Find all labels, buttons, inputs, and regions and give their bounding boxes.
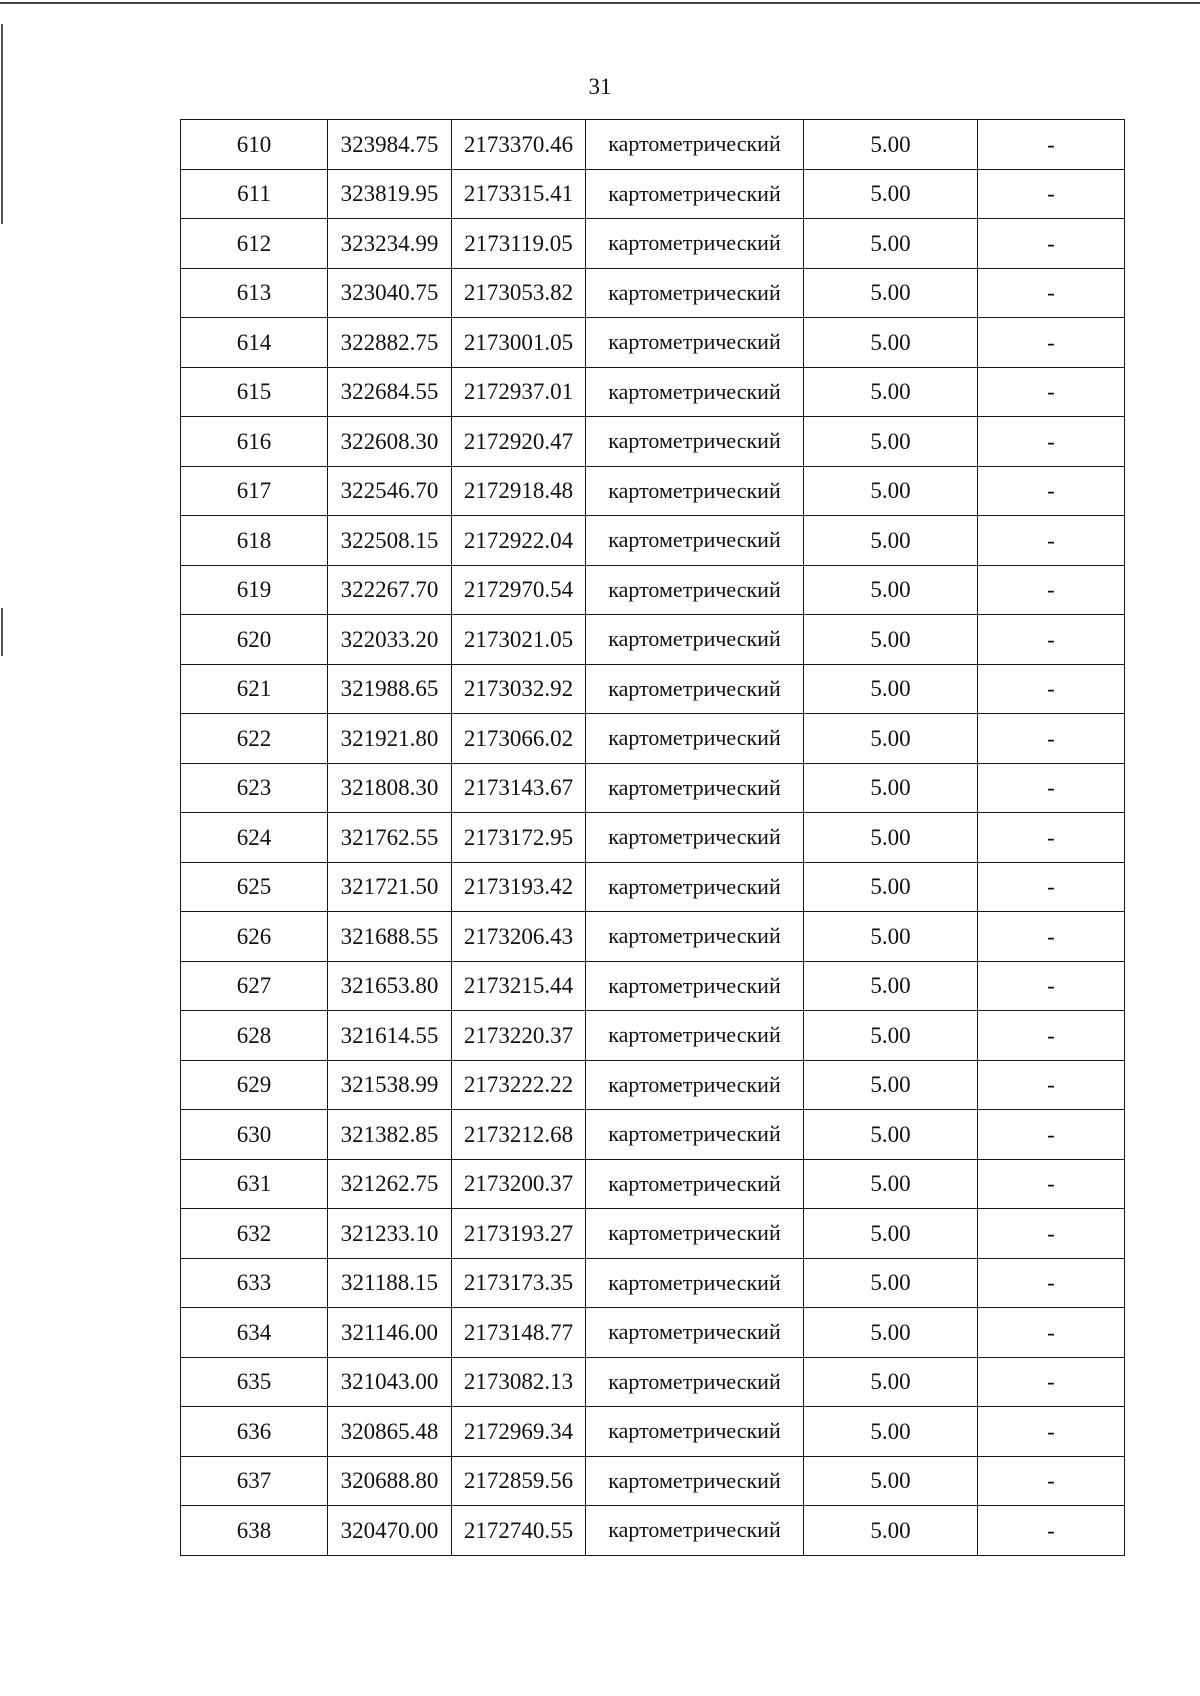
table-row — [181, 763, 1125, 813]
accuracy-cell: 5.00 — [804, 961, 978, 1011]
method-cell: картометрический — [586, 1209, 804, 1259]
accuracy-cell: 5.00 — [804, 1159, 978, 1209]
point-number-cell: 622 — [181, 714, 328, 764]
point-number-cell: 612 — [181, 219, 328, 269]
note-cell: - — [978, 268, 1125, 318]
accuracy-cell: 5.00 — [804, 1407, 978, 1457]
note-cell: - — [978, 1159, 1125, 1209]
x-coordinate-cell: 322882.75 — [328, 318, 452, 368]
method-cell: картометрический — [586, 714, 804, 764]
x-coordinate-cell: 321146.00 — [328, 1308, 452, 1358]
method-cell: картометрический — [586, 516, 804, 566]
table-row — [181, 862, 1125, 912]
y-coordinate-cell: 2173066.02 — [452, 714, 586, 764]
method-cell: картометрический — [586, 1308, 804, 1358]
scan-border-line — [0, 2, 1200, 4]
note-cell: - — [978, 565, 1125, 615]
note-cell: - — [978, 219, 1125, 269]
note-cell: - — [978, 1110, 1125, 1160]
y-coordinate-cell: 2172922.04 — [452, 516, 586, 566]
table-row — [181, 813, 1125, 863]
note-cell: - — [978, 1308, 1125, 1358]
y-coordinate-cell: 2172918.48 — [452, 466, 586, 516]
table-row — [181, 1060, 1125, 1110]
table-row — [181, 615, 1125, 665]
method-cell: картометрический — [586, 219, 804, 269]
table-row — [181, 664, 1125, 714]
note-cell: - — [978, 1011, 1125, 1061]
note-cell: - — [978, 367, 1125, 417]
table-row — [181, 714, 1125, 764]
x-coordinate-cell: 323040.75 — [328, 268, 452, 318]
point-number-cell: 631 — [181, 1159, 328, 1209]
note-cell: - — [978, 169, 1125, 219]
note-cell: - — [978, 1357, 1125, 1407]
method-cell: картометрический — [586, 417, 804, 467]
method-cell: картометрический — [586, 1407, 804, 1457]
method-cell: картометрический — [586, 862, 804, 912]
table-row — [181, 318, 1125, 368]
note-cell: - — [978, 417, 1125, 467]
y-coordinate-cell: 2173173.35 — [452, 1258, 586, 1308]
y-coordinate-cell: 2173172.95 — [452, 813, 586, 863]
y-coordinate-cell: 2172970.54 — [452, 565, 586, 615]
x-coordinate-cell: 323984.75 — [328, 120, 452, 170]
x-coordinate-cell: 322546.70 — [328, 466, 452, 516]
x-coordinate-cell: 323234.99 — [328, 219, 452, 269]
x-coordinate-cell: 322508.15 — [328, 516, 452, 566]
x-coordinate-cell: 321921.80 — [328, 714, 452, 764]
y-coordinate-cell: 2173032.92 — [452, 664, 586, 714]
table-row — [181, 169, 1125, 219]
accuracy-cell: 5.00 — [804, 120, 978, 170]
table-row — [181, 1357, 1125, 1407]
table-row — [181, 1110, 1125, 1160]
accuracy-cell: 5.00 — [804, 318, 978, 368]
x-coordinate-cell: 321382.85 — [328, 1110, 452, 1160]
x-coordinate-cell: 321762.55 — [328, 813, 452, 863]
point-number-cell: 615 — [181, 367, 328, 417]
y-coordinate-cell: 2173200.37 — [452, 1159, 586, 1209]
x-coordinate-cell: 321538.99 — [328, 1060, 452, 1110]
table-row — [181, 1407, 1125, 1457]
y-coordinate-cell: 2172969.34 — [452, 1407, 586, 1457]
scan-edge-mark — [1, 608, 3, 656]
y-coordinate-cell: 2173148.77 — [452, 1308, 586, 1358]
method-cell: картометрический — [586, 120, 804, 170]
point-number-cell: 623 — [181, 763, 328, 813]
method-cell: картометрический — [586, 961, 804, 1011]
y-coordinate-cell: 2172740.55 — [452, 1506, 586, 1556]
point-number-cell: 633 — [181, 1258, 328, 1308]
note-cell: - — [978, 1258, 1125, 1308]
accuracy-cell: 5.00 — [804, 664, 978, 714]
y-coordinate-cell: 2173082.13 — [452, 1357, 586, 1407]
note-cell: - — [978, 615, 1125, 665]
x-coordinate-cell: 320688.80 — [328, 1456, 452, 1506]
y-coordinate-cell: 2173222.22 — [452, 1060, 586, 1110]
accuracy-cell: 5.00 — [804, 565, 978, 615]
accuracy-cell: 5.00 — [804, 466, 978, 516]
table-row — [181, 565, 1125, 615]
x-coordinate-cell: 321043.00 — [328, 1357, 452, 1407]
note-cell: - — [978, 1407, 1125, 1457]
x-coordinate-cell: 321614.55 — [328, 1011, 452, 1061]
point-number-cell: 616 — [181, 417, 328, 467]
x-coordinate-cell: 323819.95 — [328, 169, 452, 219]
y-coordinate-cell: 2173370.46 — [452, 120, 586, 170]
coordinates-table-body — [181, 120, 1125, 1556]
y-coordinate-cell: 2173212.68 — [452, 1110, 586, 1160]
accuracy-cell: 5.00 — [804, 1308, 978, 1358]
note-cell: - — [978, 813, 1125, 863]
y-coordinate-cell: 2173143.67 — [452, 763, 586, 813]
x-coordinate-cell: 322684.55 — [328, 367, 452, 417]
table-row — [181, 120, 1125, 170]
method-cell: картометрический — [586, 813, 804, 863]
x-coordinate-cell: 321233.10 — [328, 1209, 452, 1259]
y-coordinate-cell: 2173193.27 — [452, 1209, 586, 1259]
method-cell: картометрический — [586, 664, 804, 714]
table-row — [181, 961, 1125, 1011]
y-coordinate-cell: 2173053.82 — [452, 268, 586, 318]
note-cell: - — [978, 516, 1125, 566]
accuracy-cell: 5.00 — [804, 516, 978, 566]
x-coordinate-cell: 321653.80 — [328, 961, 452, 1011]
method-cell: картометрический — [586, 169, 804, 219]
note-cell: - — [978, 961, 1125, 1011]
note-cell: - — [978, 664, 1125, 714]
accuracy-cell: 5.00 — [804, 813, 978, 863]
method-cell: картометрический — [586, 1159, 804, 1209]
accuracy-cell: 5.00 — [804, 367, 978, 417]
y-coordinate-cell: 2172920.47 — [452, 417, 586, 467]
coordinates-table — [180, 119, 1125, 1556]
point-number-cell: 610 — [181, 120, 328, 170]
method-cell: картометрический — [586, 466, 804, 516]
y-coordinate-cell: 2173021.05 — [452, 615, 586, 665]
method-cell: картометрический — [586, 1060, 804, 1110]
table-row — [181, 1258, 1125, 1308]
accuracy-cell: 5.00 — [804, 417, 978, 467]
table-row — [181, 516, 1125, 566]
x-coordinate-cell: 321988.65 — [328, 664, 452, 714]
x-coordinate-cell: 321688.55 — [328, 912, 452, 962]
x-coordinate-cell: 322267.70 — [328, 565, 452, 615]
note-cell: - — [978, 714, 1125, 764]
y-coordinate-cell: 2172859.56 — [452, 1456, 586, 1506]
method-cell: картометрический — [586, 615, 804, 665]
accuracy-cell: 5.00 — [804, 763, 978, 813]
point-number-cell: 627 — [181, 961, 328, 1011]
point-number-cell: 618 — [181, 516, 328, 566]
table-row — [181, 1159, 1125, 1209]
x-coordinate-cell: 321808.30 — [328, 763, 452, 813]
method-cell: картометрический — [586, 268, 804, 318]
accuracy-cell: 5.00 — [804, 1110, 978, 1160]
table-row — [181, 912, 1125, 962]
point-number-cell: 636 — [181, 1407, 328, 1457]
method-cell: картометрический — [586, 1011, 804, 1061]
point-number-cell: 613 — [181, 268, 328, 318]
accuracy-cell: 5.00 — [804, 1506, 978, 1556]
x-coordinate-cell: 320865.48 — [328, 1407, 452, 1457]
table-row — [181, 1308, 1125, 1358]
x-coordinate-cell: 321188.15 — [328, 1258, 452, 1308]
point-number-cell: 638 — [181, 1506, 328, 1556]
note-cell: - — [978, 466, 1125, 516]
accuracy-cell: 5.00 — [804, 912, 978, 962]
point-number-cell: 637 — [181, 1456, 328, 1506]
y-coordinate-cell: 2173220.37 — [452, 1011, 586, 1061]
method-cell: картометрический — [586, 763, 804, 813]
point-number-cell: 621 — [181, 664, 328, 714]
method-cell: картометрический — [586, 1357, 804, 1407]
point-number-cell: 630 — [181, 1110, 328, 1160]
table-row — [181, 1209, 1125, 1259]
note-cell: - — [978, 1209, 1125, 1259]
method-cell: картометрический — [586, 1456, 804, 1506]
point-number-cell: 614 — [181, 318, 328, 368]
table-row — [181, 466, 1125, 516]
accuracy-cell: 5.00 — [804, 1060, 978, 1110]
method-cell: картометрический — [586, 912, 804, 962]
table-row — [181, 417, 1125, 467]
y-coordinate-cell: 2173119.05 — [452, 219, 586, 269]
method-cell: картометрический — [586, 367, 804, 417]
scan-edge-mark — [1, 24, 3, 224]
y-coordinate-cell: 2173001.05 — [452, 318, 586, 368]
y-coordinate-cell: 2173215.44 — [452, 961, 586, 1011]
accuracy-cell: 5.00 — [804, 169, 978, 219]
note-cell: - — [978, 120, 1125, 170]
accuracy-cell: 5.00 — [804, 862, 978, 912]
y-coordinate-cell: 2173315.41 — [452, 169, 586, 219]
accuracy-cell: 5.00 — [804, 1357, 978, 1407]
method-cell: картометрический — [586, 565, 804, 615]
point-number-cell: 629 — [181, 1060, 328, 1110]
page-number: 31 — [588, 74, 612, 99]
accuracy-cell: 5.00 — [804, 615, 978, 665]
note-cell: - — [978, 862, 1125, 912]
note-cell: - — [978, 318, 1125, 368]
point-number-cell: 628 — [181, 1011, 328, 1061]
point-number-cell: 611 — [181, 169, 328, 219]
point-number-cell: 632 — [181, 1209, 328, 1259]
x-coordinate-cell: 322608.30 — [328, 417, 452, 467]
accuracy-cell: 5.00 — [804, 714, 978, 764]
accuracy-cell: 5.00 — [804, 219, 978, 269]
y-coordinate-cell: 2173193.42 — [452, 862, 586, 912]
note-cell: - — [978, 763, 1125, 813]
table-row — [181, 1011, 1125, 1061]
point-number-cell: 619 — [181, 565, 328, 615]
method-cell: картометрический — [586, 318, 804, 368]
method-cell: картометрический — [586, 1258, 804, 1308]
table-row — [181, 1506, 1125, 1556]
accuracy-cell: 5.00 — [804, 1456, 978, 1506]
point-number-cell: 625 — [181, 862, 328, 912]
accuracy-cell: 5.00 — [804, 1258, 978, 1308]
point-number-cell: 634 — [181, 1308, 328, 1358]
accuracy-cell: 5.00 — [804, 1209, 978, 1259]
note-cell: - — [978, 1506, 1125, 1556]
table-row — [181, 219, 1125, 269]
method-cell: картометрический — [586, 1506, 804, 1556]
note-cell: - — [978, 912, 1125, 962]
point-number-cell: 635 — [181, 1357, 328, 1407]
table-row — [181, 1456, 1125, 1506]
y-coordinate-cell: 2172937.01 — [452, 367, 586, 417]
point-number-cell: 626 — [181, 912, 328, 962]
point-number-cell: 617 — [181, 466, 328, 516]
note-cell: - — [978, 1456, 1125, 1506]
table-row — [181, 268, 1125, 318]
note-cell: - — [978, 1060, 1125, 1110]
x-coordinate-cell: 321721.50 — [328, 862, 452, 912]
x-coordinate-cell: 322033.20 — [328, 615, 452, 665]
x-coordinate-cell: 320470.00 — [328, 1506, 452, 1556]
method-cell: картометрический — [586, 1110, 804, 1160]
point-number-cell: 620 — [181, 615, 328, 665]
x-coordinate-cell: 321262.75 — [328, 1159, 452, 1209]
table-row — [181, 367, 1125, 417]
accuracy-cell: 5.00 — [804, 1011, 978, 1061]
y-coordinate-cell: 2173206.43 — [452, 912, 586, 962]
point-number-cell: 624 — [181, 813, 328, 863]
accuracy-cell: 5.00 — [804, 268, 978, 318]
